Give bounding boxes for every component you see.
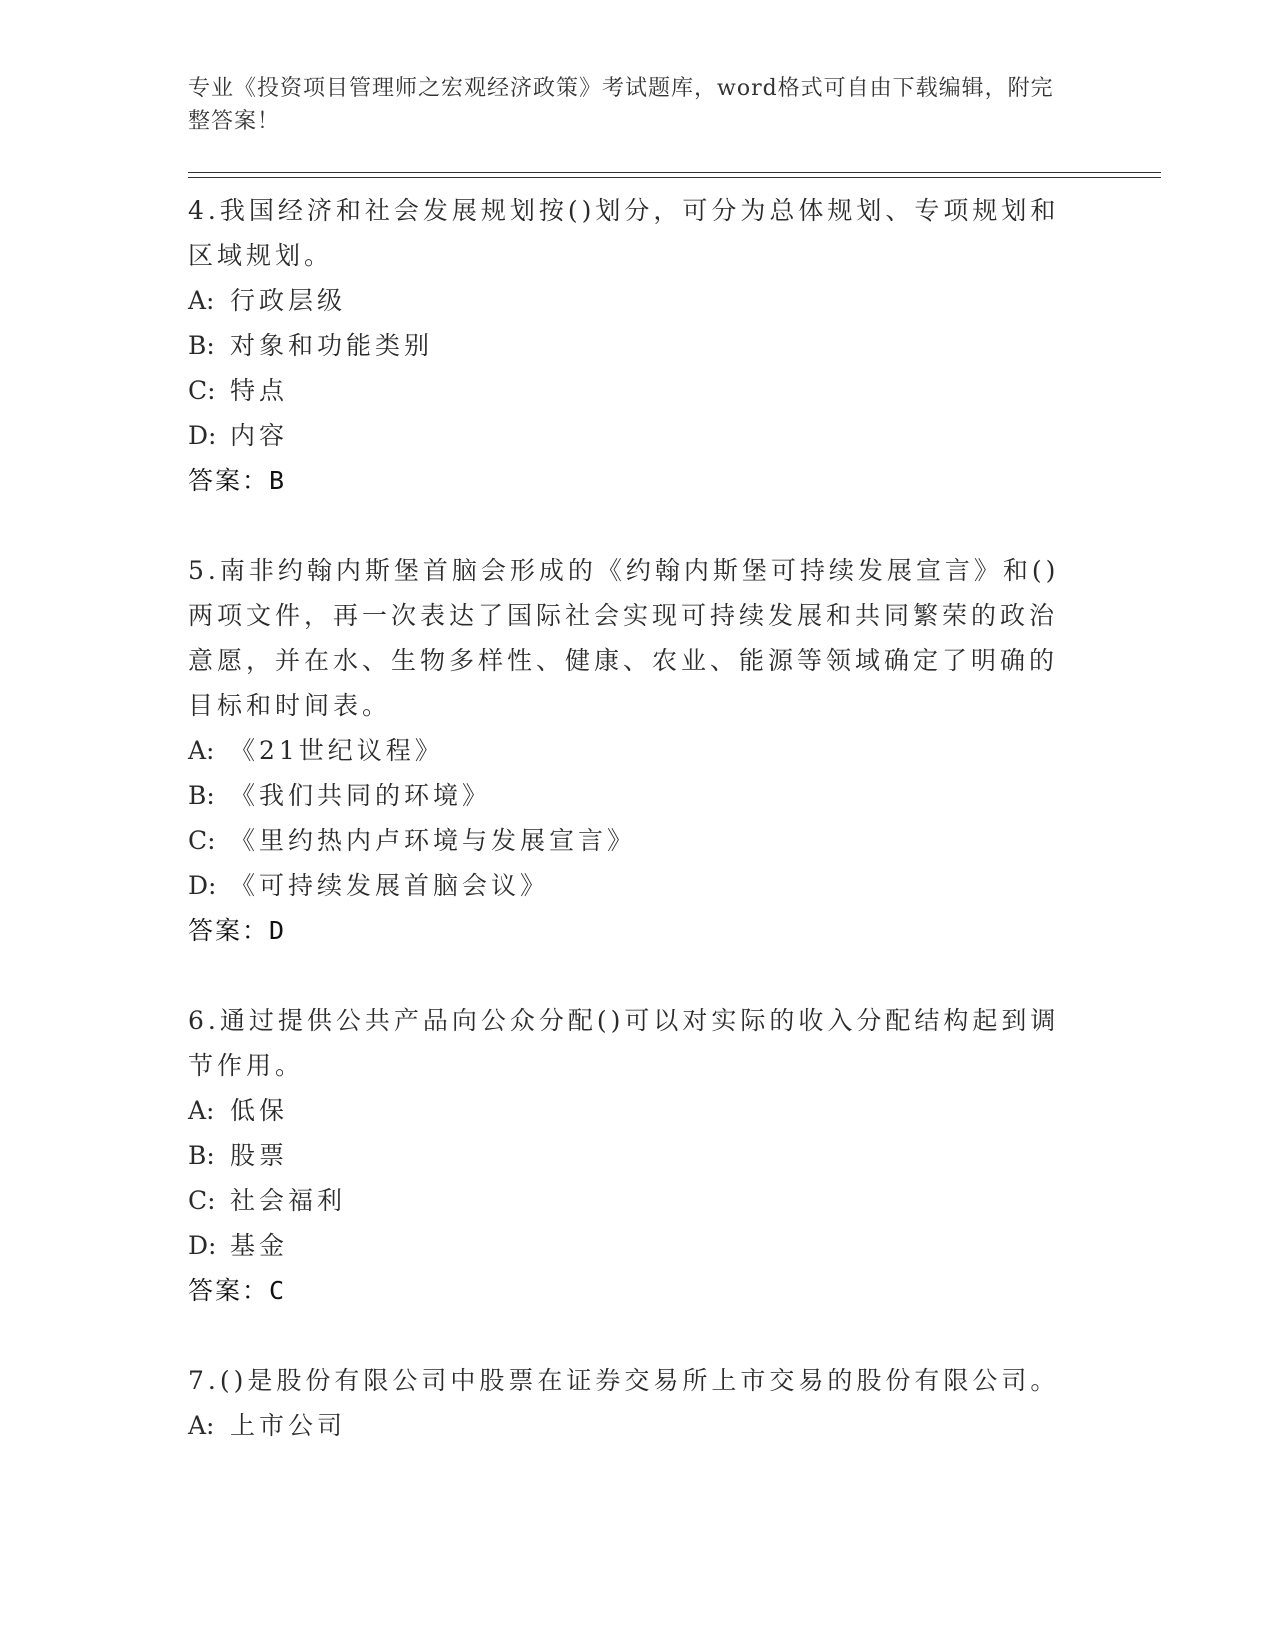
- option-letter: C:: [188, 1186, 216, 1215]
- option-letter: C:: [188, 826, 216, 855]
- option-text: 股票: [230, 1141, 289, 1170]
- option-letter: B:: [188, 331, 215, 360]
- header-divider-top: [188, 172, 1161, 173]
- answer-line: [188, 458, 1068, 503]
- answer-label: 答案：: [188, 1276, 270, 1305]
- option-b: [188, 1133, 1068, 1178]
- option-letter: D:: [188, 871, 217, 900]
- option-text: 上市公司: [230, 1411, 347, 1440]
- option-letter: B:: [188, 781, 215, 810]
- question-7: [188, 1358, 1068, 1448]
- option-b: [188, 773, 1068, 818]
- option-letter: B:: [188, 1141, 215, 1170]
- question-stem: 4.我国经济和社会发展规划按()划分，可分为总体规划、专项规划和区域规划。: [188, 196, 1060, 270]
- option-b: [188, 323, 1068, 368]
- question-stem: 5.南非约翰内斯堡首脑会形成的《约翰内斯堡可持续发展宣言》和()两项文件，再一次表达了国际社会实现可持续发展和共同繁荣的政治意愿，并在水、生物多样性、健康、农业、能源等领域确定了明确的目标和时间表。: [188, 556, 1060, 720]
- option-letter: A:: [188, 286, 215, 315]
- option-text: 对象和功能类别: [230, 331, 434, 360]
- option-d: [188, 1223, 1068, 1268]
- option-d: [188, 413, 1068, 458]
- option-letter: C:: [188, 376, 216, 405]
- option-a: [188, 1403, 1068, 1448]
- question-stem: 6.通过提供公共产品向公众分配()可以对实际的收入分配结构起到调节作用。: [188, 1006, 1060, 1080]
- option-letter: D:: [188, 421, 217, 450]
- option-text: 《可持续发展首脑会议》: [230, 871, 550, 900]
- option-letter: D:: [188, 1231, 217, 1260]
- option-letter: A:: [188, 1096, 215, 1125]
- answer-value: B: [269, 466, 287, 495]
- option-text: 内容: [230, 421, 289, 450]
- header-divider-bottom: [188, 177, 1161, 178]
- answer-value: D: [269, 916, 287, 945]
- option-text: 特点: [230, 376, 289, 405]
- document-header: 专业《投资项目管理师之宏观经济政策》考试题库，word格式可自由下载编辑，附完整答案！: [188, 76, 1054, 134]
- question-4: [188, 188, 1068, 503]
- answer-line: [188, 908, 1068, 953]
- option-letter: A:: [188, 1411, 215, 1440]
- question-6: [188, 998, 1068, 1313]
- option-text: 《里约热内卢环境与发展宣言》: [230, 826, 637, 855]
- option-letter: A:: [188, 736, 215, 765]
- question-5: [188, 548, 1068, 953]
- option-c: [188, 368, 1068, 413]
- answer-label: 答案：: [188, 466, 270, 495]
- answer-value: C: [269, 1276, 287, 1305]
- option-text: 《我们共同的环境》: [230, 781, 492, 810]
- option-text: 基金: [230, 1231, 289, 1260]
- option-d: [188, 863, 1068, 908]
- option-text: 社会福利: [230, 1186, 347, 1215]
- answer-label: 答案：: [188, 916, 270, 945]
- option-c: [188, 1178, 1068, 1223]
- option-c: [188, 818, 1068, 863]
- option-text: 《21世纪议程》: [230, 736, 444, 765]
- answer-line: [188, 1268, 1068, 1313]
- question-list: [188, 188, 1068, 1448]
- option-text: 行政层级: [230, 286, 347, 315]
- option-a: [188, 278, 1068, 323]
- option-a: [188, 1088, 1068, 1133]
- question-stem: 7.()是股份有限公司中股票在证券交易所上市交易的股份有限公司。: [188, 1366, 1060, 1395]
- option-a: [188, 728, 1068, 773]
- option-text: 低保: [230, 1096, 289, 1125]
